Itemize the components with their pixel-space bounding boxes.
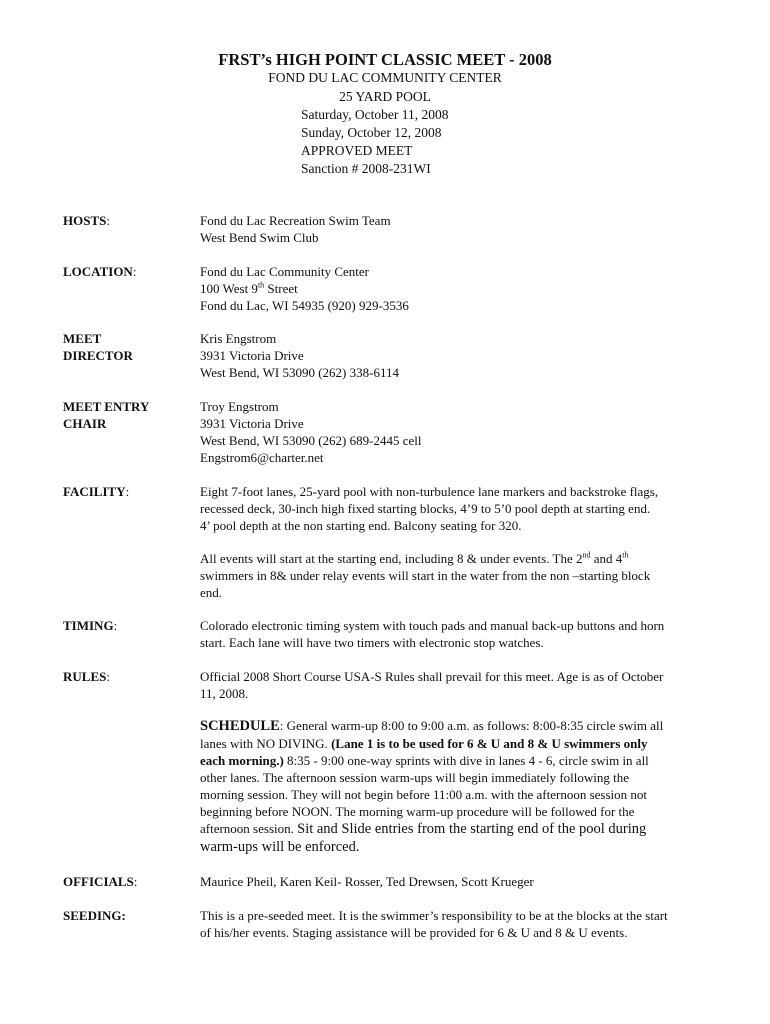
host-1: Fond du Lac Recreation Swim Team	[200, 213, 391, 228]
rules-description: Official 2008 Short Course USA-S Rules shall prevail for this meet. Age is as of October 11, 2008.	[200, 669, 664, 701]
rules-label: RULES:	[63, 669, 110, 684]
host-2: West Bend Swim Club	[200, 230, 319, 245]
venue-name: FOND DU LAC COMMUNITY CENTER	[268, 70, 502, 85]
entry-chair-street: 3931 Victoria Drive	[200, 416, 304, 431]
entry-chair-label: MEET ENTRY CHAIR	[63, 399, 150, 431]
entry-chair-email: Engstrom6@charter.net	[200, 450, 324, 465]
meet-date-sunday: Sunday, October 12, 2008	[301, 125, 442, 140]
director-name: Kris Engstrom	[200, 331, 277, 346]
timing-label: TIMING:	[63, 618, 118, 633]
entry-chair-city: West Bend, WI 53090 (262) 689-2445 cell	[200, 433, 422, 448]
seeding-description: This is a pre-seeded meet. It is the swimmer’s responsibility to be at the blocks at the start of his/her events. Staging assistance will be provided for 6 & U and 8 & U events.	[200, 908, 668, 940]
location-info	[200, 263, 708, 314]
location-label: LOCATION:	[63, 264, 137, 279]
location-street: 100 West 9th Street	[200, 280, 298, 296]
entry-chair-info	[200, 398, 708, 466]
timing-description: Colorado electronic timing system with touch pads and manual back-up buttons and horn start. Each lane will have two timers with electronic stop watches.	[200, 618, 665, 650]
entry-chair-name: Troy Engstrom	[200, 399, 279, 414]
meet-director-label: MEET DIRECTOR	[63, 331, 133, 363]
location-city: Fond du Lac, WI 54935 (920) 929-3536	[200, 298, 409, 313]
approval-status: APPROVED MEET	[301, 143, 413, 158]
facility-start-notes: All events will start at the starting end, including 8 & under events. The 2nd and 4th swimmers in 8& under relay events will start in the water from the non –starting block end.	[200, 550, 651, 600]
facility-label: FACILITY:	[63, 484, 130, 499]
meet-date-saturday: Saturday, October 11, 2008	[301, 107, 449, 122]
location-name: Fond du Lac Community Center	[200, 264, 369, 279]
page-title: FRST’s HIGH POINT CLASSIC MEET - 2008	[218, 50, 552, 69]
pool-size: 25 YARD POOL	[339, 89, 431, 104]
director-street: 3931 Victoria Drive	[200, 348, 304, 363]
schedule-section: SCHEDULE: General warm-up 8:00 to 9:00 a.m. as follows: 8:00-8:35 circle swim all lanes with NO DIVING. (Lane 1 is to be used for 6 & U and 8 & U swimmers only each morning.) 8:35 - 9:00 one-way sprints with dive in lanes 4 - 6, circle swim in all other lanes. The afternoon session warm-ups will begin immediately following the morning session. They will not begin before 11:00 a.m. with the afternoon session not beginning before NOON. The morning warm-up procedure will be followed for the afternoon session. Sit and Slide entries from the starting end of the pool during warm-ups will be enforced.	[200, 718, 664, 855]
sanction-number: Sanction # 2008-231WI	[301, 161, 431, 176]
director-city: West Bend, WI 53090 (262) 338-6114	[200, 365, 399, 380]
hosts-label: HOSTS:	[63, 213, 110, 228]
hosts-info	[200, 212, 708, 246]
schedule-label: SCHEDULE	[200, 718, 280, 734]
officials-label: OFFICIALS:	[63, 874, 138, 889]
officials-list: Maurice Pheil, Karen Keil- Rosser, Ted Drewsen, Scott Krueger	[200, 874, 534, 889]
facility-description: Eight 7-foot lanes, 25-yard pool with non-turbulence lane markers and backstroke flags, recessed deck, 30-inch high fixed starting blocks, 4’9 to 5’0 pool depth at starting end. 4’ pool depth at the non starting end. Balcony seating for 320.	[200, 484, 659, 533]
seeding-label: SEEDING:	[63, 908, 126, 923]
meet-director-info	[200, 330, 708, 381]
